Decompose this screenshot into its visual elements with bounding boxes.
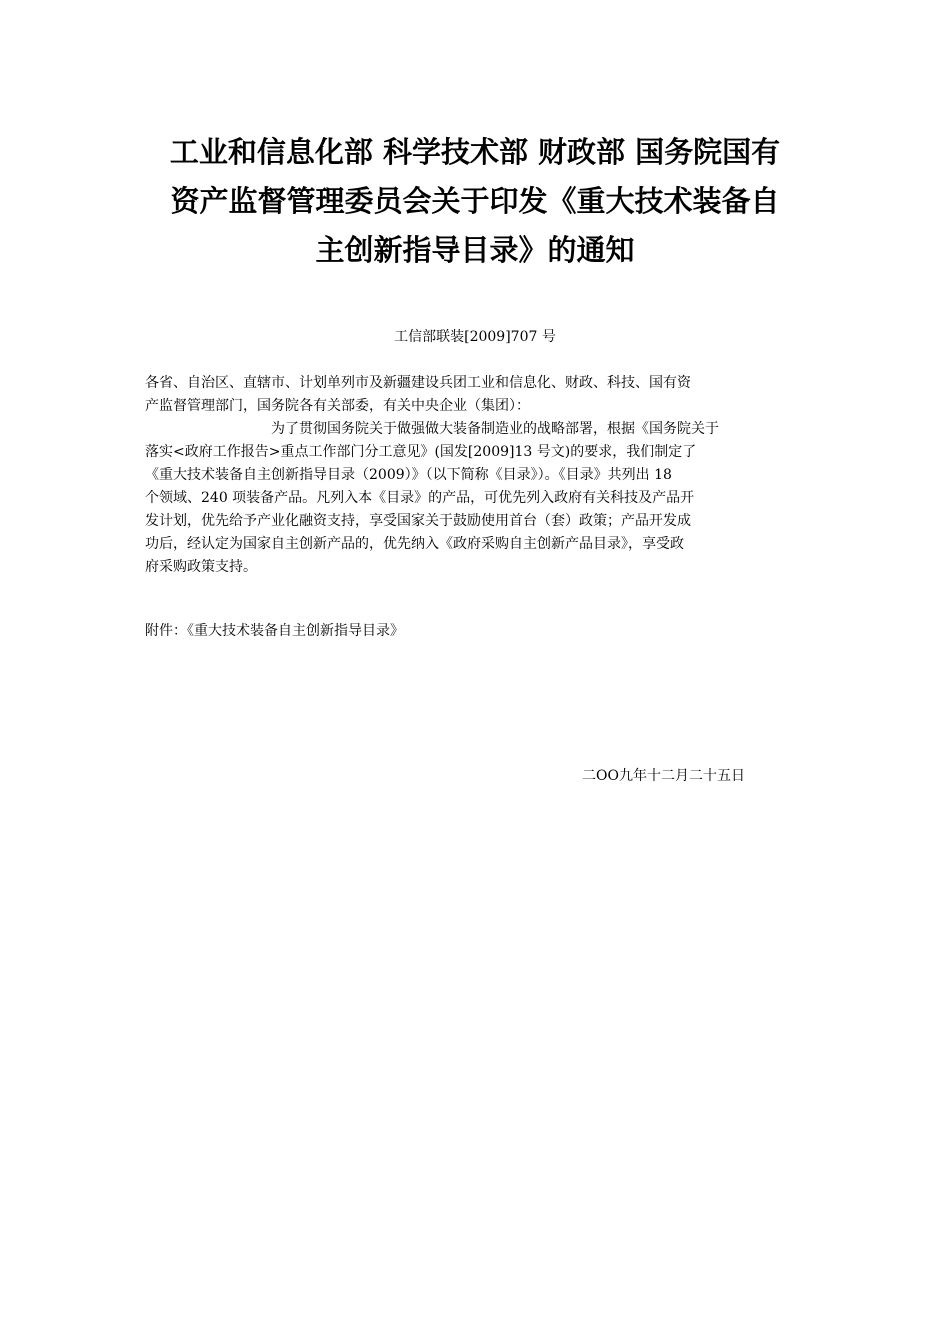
title-line-3: 主创新指导目录》的通知 [315, 233, 635, 267]
paragraph-line-2: 落实<政府工作报告>重点工作部门分工意见》(国发[2009]13 号文)的要求，我们制定了 [145, 444, 697, 460]
addressee-line-1: 各省、自治区、直辖市、计划单列市及新疆建设兵团工业和信息化、财政、科技、国有资 [145, 375, 691, 391]
paragraph-line-7: 府采购政策支持。 [145, 559, 257, 575]
document-body [145, 372, 815, 579]
attachment-note: 附件：《重大技术装备自主创新指导目录》 [145, 623, 404, 639]
paragraph-line-6: 功后，经认定为国家自主创新产品的，优先纳入《政府采购自主创新产品目录》，享受政 [145, 536, 684, 552]
document-number: 工信部联装[2009]707 号 [394, 329, 556, 345]
document-title [120, 128, 830, 275]
paragraph-line-1: 为了贯彻国务院关于做强做大装备制造业的战略部署，根据《国务院关于 [271, 421, 719, 437]
paragraph-line-3: 《重大技术装备自主创新指导目录（2009）》（以下简称《目录》）。《目录》共列出 18 [145, 467, 672, 483]
paragraph-line-4: 个领域、240 项装备产品。凡列入本《目录》的产品，可优先列入政府有关科技及产品开 [145, 490, 695, 506]
addressee-line-2: 产监督管理部门，国务院各有关部委，有关中央企业（集团）： [145, 398, 530, 414]
issue-date: 二OO九年十二月二十五日 [582, 768, 745, 784]
title-line-2: 资产监督管理委员会关于印发《重大技术装备自 [170, 184, 780, 218]
paragraph-line-5: 发计划，优先给予产业化融资支持，享受国家关于鼓励使用首台（套）政策；产品开发成 [145, 513, 691, 529]
title-line-1: 工业和信息化部 科学技术部 财政部 国务院国有 [169, 135, 781, 169]
